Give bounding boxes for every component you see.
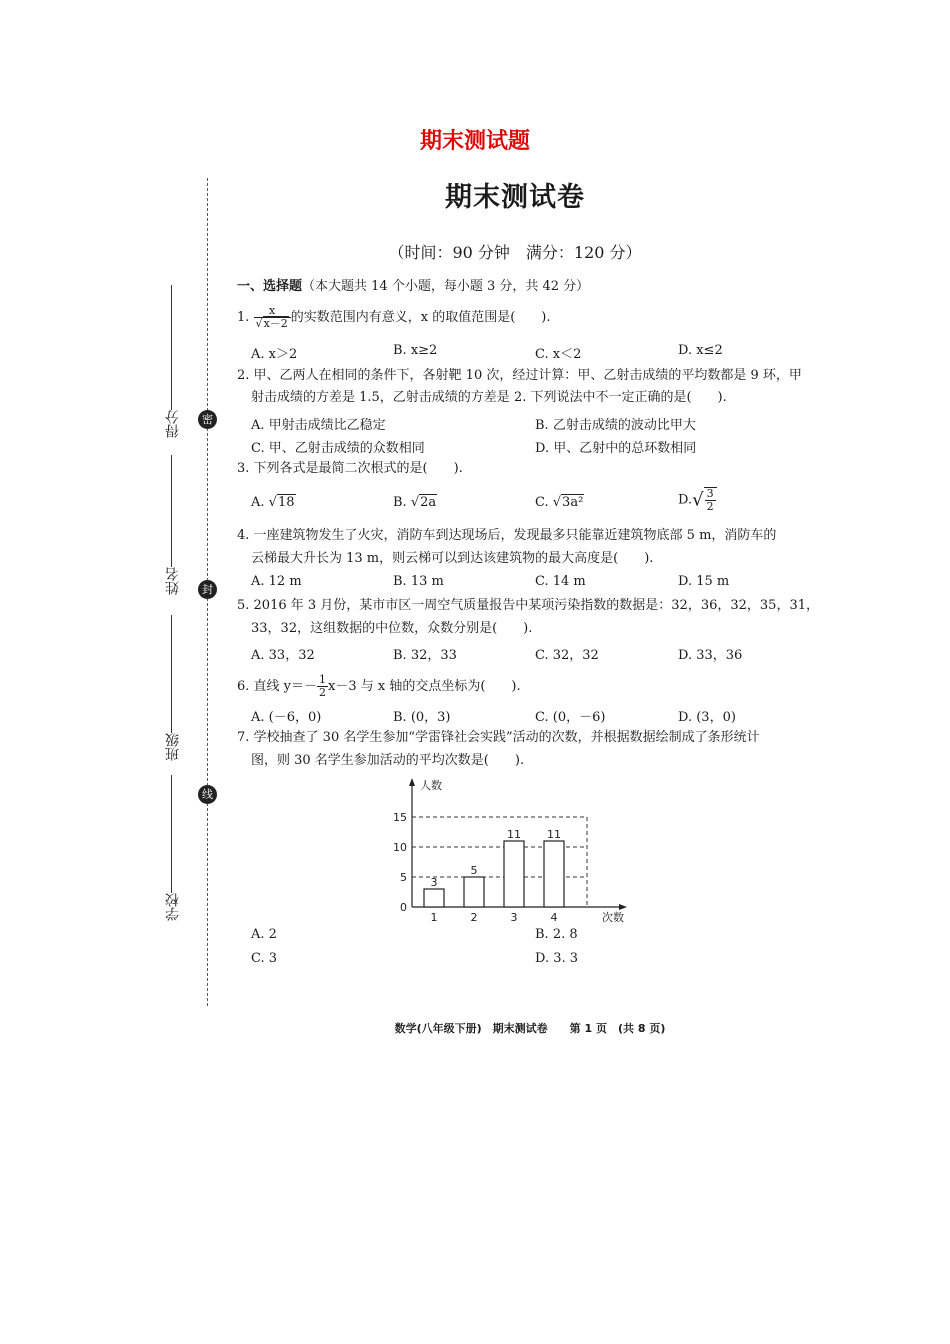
q6-option-d: D. (3，0)	[678, 710, 736, 725]
q4-option-b: B. 13 m	[393, 574, 444, 589]
x-tick-label: 2	[470, 911, 478, 924]
q6-fraction	[317, 674, 328, 699]
q3-d-den: 2	[706, 500, 714, 513]
q5-line1: 5. 2016 年 3 月份，某市市区一周空气质量报告中某项污染指数的数据是：32，36，32，35，31，	[237, 598, 819, 613]
school-label: 学校	[165, 893, 181, 921]
q2-option-a: A. 甲射击成绩比乙稳定	[251, 418, 386, 433]
q4-option-a: A. 12 m	[251, 574, 302, 589]
q6-option-c: C. (0，－6)	[535, 710, 606, 725]
q6-frac-num: 1	[319, 673, 327, 686]
q3-option-b: B. √2a	[393, 495, 437, 510]
school-underline	[171, 775, 172, 893]
x-axis-label: 次数	[602, 911, 624, 924]
q7-option-b: B. 2. 8	[535, 927, 578, 942]
q5-option-c: C. 32，32	[535, 648, 599, 663]
y-tick-label: 10	[393, 841, 407, 854]
class-label: 班级	[165, 733, 181, 761]
y-axis-label: 人数	[420, 779, 442, 792]
y-tick-label: 0	[400, 901, 407, 914]
q5-line2: 33，32，这组数据的中位数，众数分别是( ).	[251, 621, 533, 636]
x-tick-label: 1	[430, 911, 438, 924]
seal-mi: 密	[198, 410, 217, 429]
q6-post: x－3 与 x 轴的交点坐标为( ).	[328, 679, 521, 694]
q2-option-d: D. 甲、乙射中的总环数相同	[535, 441, 697, 456]
q4-option-d: D. 15 m	[678, 574, 730, 589]
red-title: 期末测试题	[419, 129, 530, 154]
q3-a-radicand: 18	[277, 495, 295, 510]
question-1	[237, 305, 551, 330]
page-footer: 数学(八年级下册) 期末测试卷 第 1 页 (共 8 页)	[394, 1022, 666, 1035]
q3-d-label: D.	[678, 492, 693, 508]
x-tick-label: 3	[510, 911, 518, 924]
bar-value-label: 11	[547, 828, 561, 841]
q6-option-a: A. (－6，0)	[251, 710, 322, 725]
q5-option-d: D. 33，36	[678, 648, 743, 663]
q1-option-c: C. x＜2	[535, 347, 582, 362]
seal-xian: 线	[198, 785, 217, 804]
q3-d-num: 3	[706, 487, 714, 500]
q4-line2: 云梯最大升长为 13 m，则云梯可以到达该建筑物的最大高度是( ).	[251, 551, 654, 566]
q7-option-a: A. 2	[251, 927, 277, 942]
q4-option-c: C. 14 m	[535, 574, 586, 589]
page-title: 期末测试卷	[445, 182, 585, 213]
bar	[424, 889, 444, 907]
q2-line2: 射击成绩的方差是 1.5，乙射击成绩的方差是 2. 下列说法中不一定正确的是( ).	[251, 390, 727, 405]
q3-b-radicand: 2a	[420, 495, 437, 510]
q7-option-d: D. 3. 3	[535, 951, 579, 966]
q3-option-a: A. √18	[251, 495, 295, 510]
score-label: 得分	[165, 410, 181, 438]
q3-a-label: A.	[251, 495, 265, 510]
bar-chart	[380, 775, 650, 925]
q3-c-radicand: 3a²	[562, 495, 584, 510]
x-tick-label: 4	[550, 911, 558, 924]
score-field	[163, 285, 179, 445]
class-field	[163, 615, 179, 765]
q3-option-c: C. √3a²	[535, 495, 584, 510]
q3-option-d: D.√ $\frac{3}{2}$	[678, 487, 717, 513]
q1-option-d: D. x≤2	[678, 343, 723, 358]
bar-value-label: 5	[470, 864, 478, 877]
q1-number: 1.	[237, 310, 250, 325]
name-field	[163, 455, 179, 605]
q6-frac-den: 2	[319, 686, 327, 699]
bar	[464, 877, 484, 907]
q5-option-a: A. 33，32	[251, 648, 315, 663]
q1-stem: 的实数范围内有意义，x 的取值范围是( ).	[290, 310, 551, 325]
seal-feng: 封	[198, 580, 217, 599]
q6-option-b: B. (0，3)	[393, 710, 451, 725]
q1-fraction	[254, 305, 291, 330]
section-heading	[237, 278, 589, 296]
school-field	[163, 775, 179, 925]
q3-b-label: B.	[393, 495, 407, 510]
section-title: 一、选择题	[237, 279, 303, 294]
name-underline	[171, 455, 172, 567]
score-underline	[171, 285, 172, 410]
x-axis-arrow	[619, 904, 627, 910]
q1-fraction-num: x	[254, 305, 291, 318]
name-label: 姓名	[165, 567, 181, 595]
class-underline	[171, 615, 172, 733]
q7-option-c: C. 3	[251, 951, 278, 966]
exam-info: （时间：90 分钟 满分：120 分）	[388, 243, 642, 262]
q2-option-c: C. 甲、乙射击成绩的众数相同	[251, 441, 425, 456]
q1-option-a: A. x＞2	[251, 347, 298, 362]
question-6	[237, 674, 521, 699]
q2-line1: 2. 甲、乙两人在相同的条件下，各射靶 10 次，经过计算：甲、乙射击成绩的平均数都是 9 环，甲	[237, 368, 802, 383]
q1-option-b: B. x≥2	[393, 343, 438, 358]
bar-chart-svg	[380, 775, 650, 925]
q3-stem: 3. 下列各式是最简二次根式的是( ).	[237, 461, 463, 476]
bar-value-label: 11	[507, 828, 521, 841]
bar	[544, 841, 564, 907]
y-tick-label: 5	[400, 871, 407, 884]
q3-d-fraction	[704, 487, 717, 513]
q3-c-label: C.	[535, 495, 549, 510]
q7-line2: 图，则 30 名学生参加活动的平均次数是( ).	[251, 753, 525, 768]
q1-fraction-den: √x－2	[255, 317, 288, 330]
q6-pre: 6. 直线 y＝－	[237, 679, 318, 694]
section-note: （本大题共 14 个小题，每小题 3 分，共 42 分）	[302, 279, 590, 294]
q1-sqrt-radicand: x－2	[263, 317, 288, 330]
bar	[504, 841, 524, 907]
y-axis-arrow	[409, 778, 415, 786]
q4-line1: 4. 一座建筑物发生了火灾，消防车到达现场后，发现最多只能靠近建筑物底部 5 m，消防车的	[237, 528, 777, 543]
bar-value-label: 3	[430, 876, 438, 889]
q5-option-b: B. 32，33	[393, 648, 457, 663]
q2-option-b: B. 乙射击成绩的波动比甲大	[535, 418, 696, 433]
q7-line1: 7. 学校抽查了 30 名学生参加“学雷锋社会实践”活动的次数，并根据数据绘制成了条形统计	[237, 730, 760, 745]
y-tick-label: 15	[393, 811, 407, 824]
